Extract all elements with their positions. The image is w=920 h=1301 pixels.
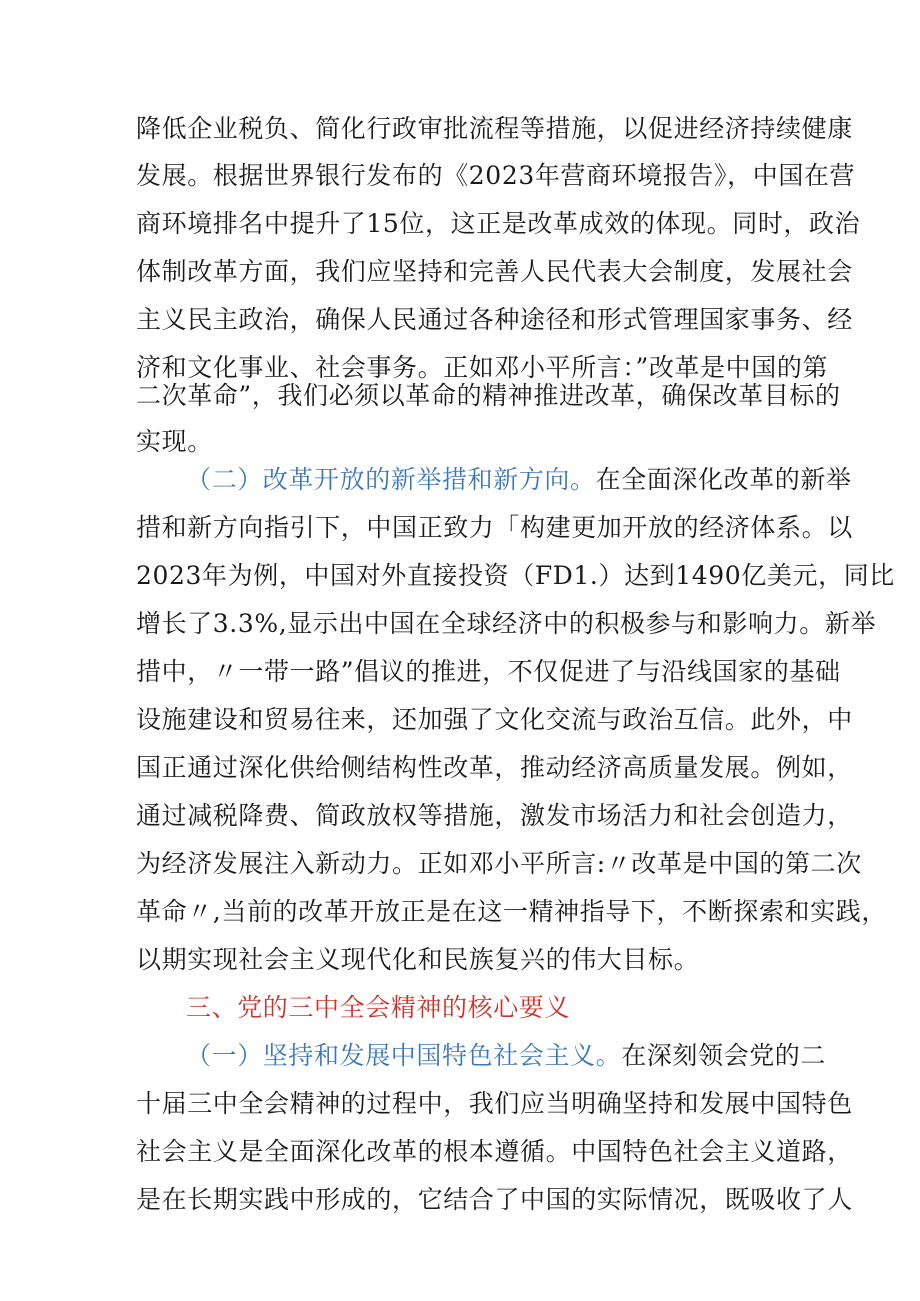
paragraph-1-line-8: 实现。	[136, 427, 213, 456]
paragraph-1-line-7: 二次革命”，我们必须以革命的精神推进改革，确保改革目标的	[136, 381, 841, 410]
subsection-1-line-1	[186, 1037, 826, 1075]
subsection-1-line-3: 社会主义是全面深化改革的根本遵循。中国特色社会主义道路，	[136, 1137, 853, 1166]
paragraph-2-line-9: 为经济发展注入新动力。正如邓小平所言:〃改革是中国的第二次	[136, 849, 862, 878]
paragraph-1-line-1: 降低企业税负、简化行政审批流程等措施，以促进经济持续健康	[136, 114, 853, 143]
paragraph-2-line-10: 革命〃,当前的改革开放正是在这一精神指导下，不断探索和实践，	[136, 897, 887, 926]
subsection-1-line-2: 十届三中全会精神的过程中，我们应当明确坚持和发展中国特色	[136, 1089, 853, 1118]
paragraph-2-line-4: 增长了3.3%,显示出中国在全球经济中的积极参与和影响力。新举	[136, 609, 877, 638]
subsection-heading-2: （二）改革开放的新举措和新方向。	[186, 465, 596, 494]
paragraph-2-line-3: 2023年为例，中国对外直接投资（FD1.）达到1490亿美元，同比	[136, 561, 895, 590]
paragraph-1-line-5: 主义民主政治，确保人民通过各种途径和形式管理国家事务、经	[136, 305, 853, 334]
paragraph-2-line-5: 措中，〃一带一路”倡议的推进，不仅促进了与沿线国家的基础	[136, 657, 841, 686]
paragraph-1-line-3: 商环境排名中提升了15位，这正是改革成效的体现。同时，政治	[136, 209, 861, 238]
subsection-1-first-line-text: 在深刻领会党的二	[621, 1041, 827, 1070]
paragraph-2-line-1	[186, 461, 852, 499]
paragraph-1-line-6: 济和文化事业、社会事务。正如邓小平所言：”改革是中国的第	[136, 353, 829, 382]
paragraph-2-line-11: 以期实现社会主义现代化和民族复兴的伟大目标。	[136, 945, 700, 974]
subsection-heading-1: （一）坚持和发展中国特色社会主义。	[186, 1041, 622, 1070]
subsection-1-line-4: 是在长期实践中形成的，它结合了中国的实际情况，既吸收了人	[136, 1185, 853, 1214]
section-heading: 三、党的三中全会精神的核心要义	[186, 993, 571, 1022]
paragraph-2-first-line-text: 在全面深化改革的新举	[595, 465, 852, 494]
paragraph-2-line-7: 国正通过深化供给侧结构性改革，推动经济高质量发展。例如，	[136, 753, 853, 782]
paragraph-1-line-4: 体制改革方面，我们应坚持和完善人民代表大会制度，发展社会	[136, 257, 853, 286]
paragraph-1-line-2: 发展。根据世界银行发布的《2023年营商环境报告》，中国在营	[136, 161, 856, 190]
paragraph-2-line-8: 通过减税降费、简政放权等措施，激发市场活力和社会创造力，	[136, 801, 853, 830]
paragraph-2-line-6: 设施建设和贸易往来，还加强了文化交流与政治互信。此外，中	[136, 705, 853, 734]
paragraph-2-line-2: 措和新方向指引下，中国正致力「构建更加开放的经济体系。以	[136, 513, 853, 542]
